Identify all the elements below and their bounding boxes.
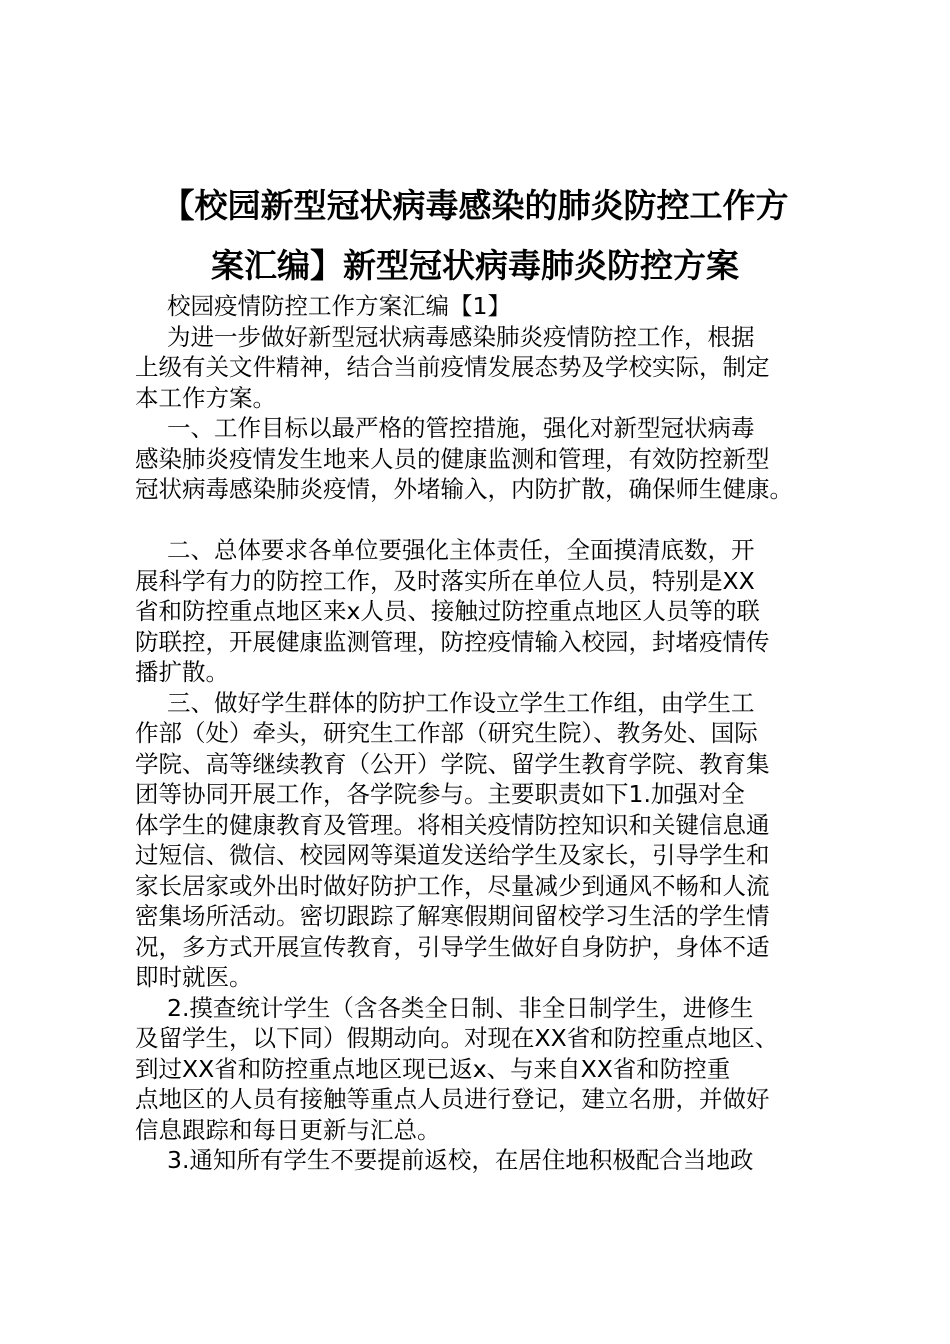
section-heading: 校园疫情防控工作方案汇编【1】 bbox=[167, 292, 511, 320]
paragraph-line: 2.摸查统计学生（含各类全日制、非全日制学生，进修生 bbox=[167, 993, 754, 1022]
paragraph-line: 冠状病毒感染肺炎疫情，外堵输入，内防扩散，确保师生健康。 bbox=[135, 475, 793, 503]
paragraph-line: 为进一步做好新型冠状病毒感染肺炎疫情防控工作，根据 bbox=[167, 322, 755, 351]
paragraph-line: 一、工作目标以最严格的管控措施，强化对新型冠状病毒 bbox=[167, 414, 755, 442]
paragraph-line: 团等协同开展工作，各学院参与。主要职责如下1.加强对全 bbox=[135, 780, 745, 808]
paragraph-line: 家长居家或外出时做好防护工作，尽量减少到通风不畅和人流 bbox=[135, 871, 770, 900]
blank-line bbox=[135, 505, 835, 536]
paragraph-line: 省和防控重点地区来x人员、接触过防控重点地区人员等的联 bbox=[135, 597, 760, 625]
paragraph-line: 防联控，开展健康监测管理，防控疫情输入校园，封堵疫情传 bbox=[135, 627, 770, 656]
paragraph-line: 本工作方案。 bbox=[135, 383, 276, 412]
paragraph-line: 作部（处）牵头，研究生工作部（研究生院）、教务处、国际 bbox=[135, 719, 758, 747]
paragraph-line: 过短信、微信、校园网等渠道发送给学生及家长，引导学生和 bbox=[135, 841, 770, 869]
document-body bbox=[135, 291, 835, 1176]
paragraph-line: 及留学生，以下同）假期动向。对现在XX省和防控重点地区、 bbox=[135, 1024, 779, 1052]
paragraph-line: 感染肺炎疫情发生地来人员的健康监测和管理，有效防控新型 bbox=[135, 444, 770, 473]
paragraph-line: 二、总体要求各单位要强化主体责任，全面摸清底数，开 bbox=[167, 536, 755, 564]
paragraph-line: 信息跟踪和每日更新与汇总。 bbox=[135, 1115, 441, 1144]
paragraph-line: 体学生的健康教育及管理。将相关疫情防控知识和关键信息通 bbox=[135, 810, 770, 839]
document-title-line-1: 【校园新型冠状病毒感染的肺炎防控工作方 bbox=[161, 186, 789, 225]
paragraph-line: 点地区的人员有接触等重点人员进行登记，建立名册，并做好 bbox=[135, 1085, 770, 1113]
paragraph-line: 况，多方式开展宣传教育，引导学生做好自身防护，身体不适 bbox=[135, 932, 770, 961]
document-title-line-2: 案汇编】新型冠状病毒肺炎防控方案 bbox=[211, 246, 739, 285]
paragraph-line: 密集场所活动。密切跟踪了解寒假期间留校学习生活的学生情 bbox=[135, 902, 770, 930]
paragraph-line: 学院、高等继续教育（公开）学院、留学生教育学院、教育集 bbox=[135, 749, 770, 778]
paragraph-line: 到过XX省和防控重点地区现已返x、与来自XX省和防控重 bbox=[135, 1054, 731, 1083]
paragraph-line: 即时就医。 bbox=[135, 963, 253, 991]
paragraph-line: 三、做好学生群体的防护工作设立学生工作组，由学生工 bbox=[167, 688, 755, 717]
paragraph-line: 展科学有力的防控工作，及时落实所在单位人员，特别是XX bbox=[135, 566, 755, 595]
paragraph-line: 播扩散。 bbox=[135, 658, 229, 686]
paragraph-line: 上级有关文件精神，结合当前疫情发展态势及学校实际，制定 bbox=[135, 353, 770, 381]
paragraph-line: 3.通知所有学生不要提前返校，在居住地积极配合当地政 bbox=[167, 1146, 754, 1174]
